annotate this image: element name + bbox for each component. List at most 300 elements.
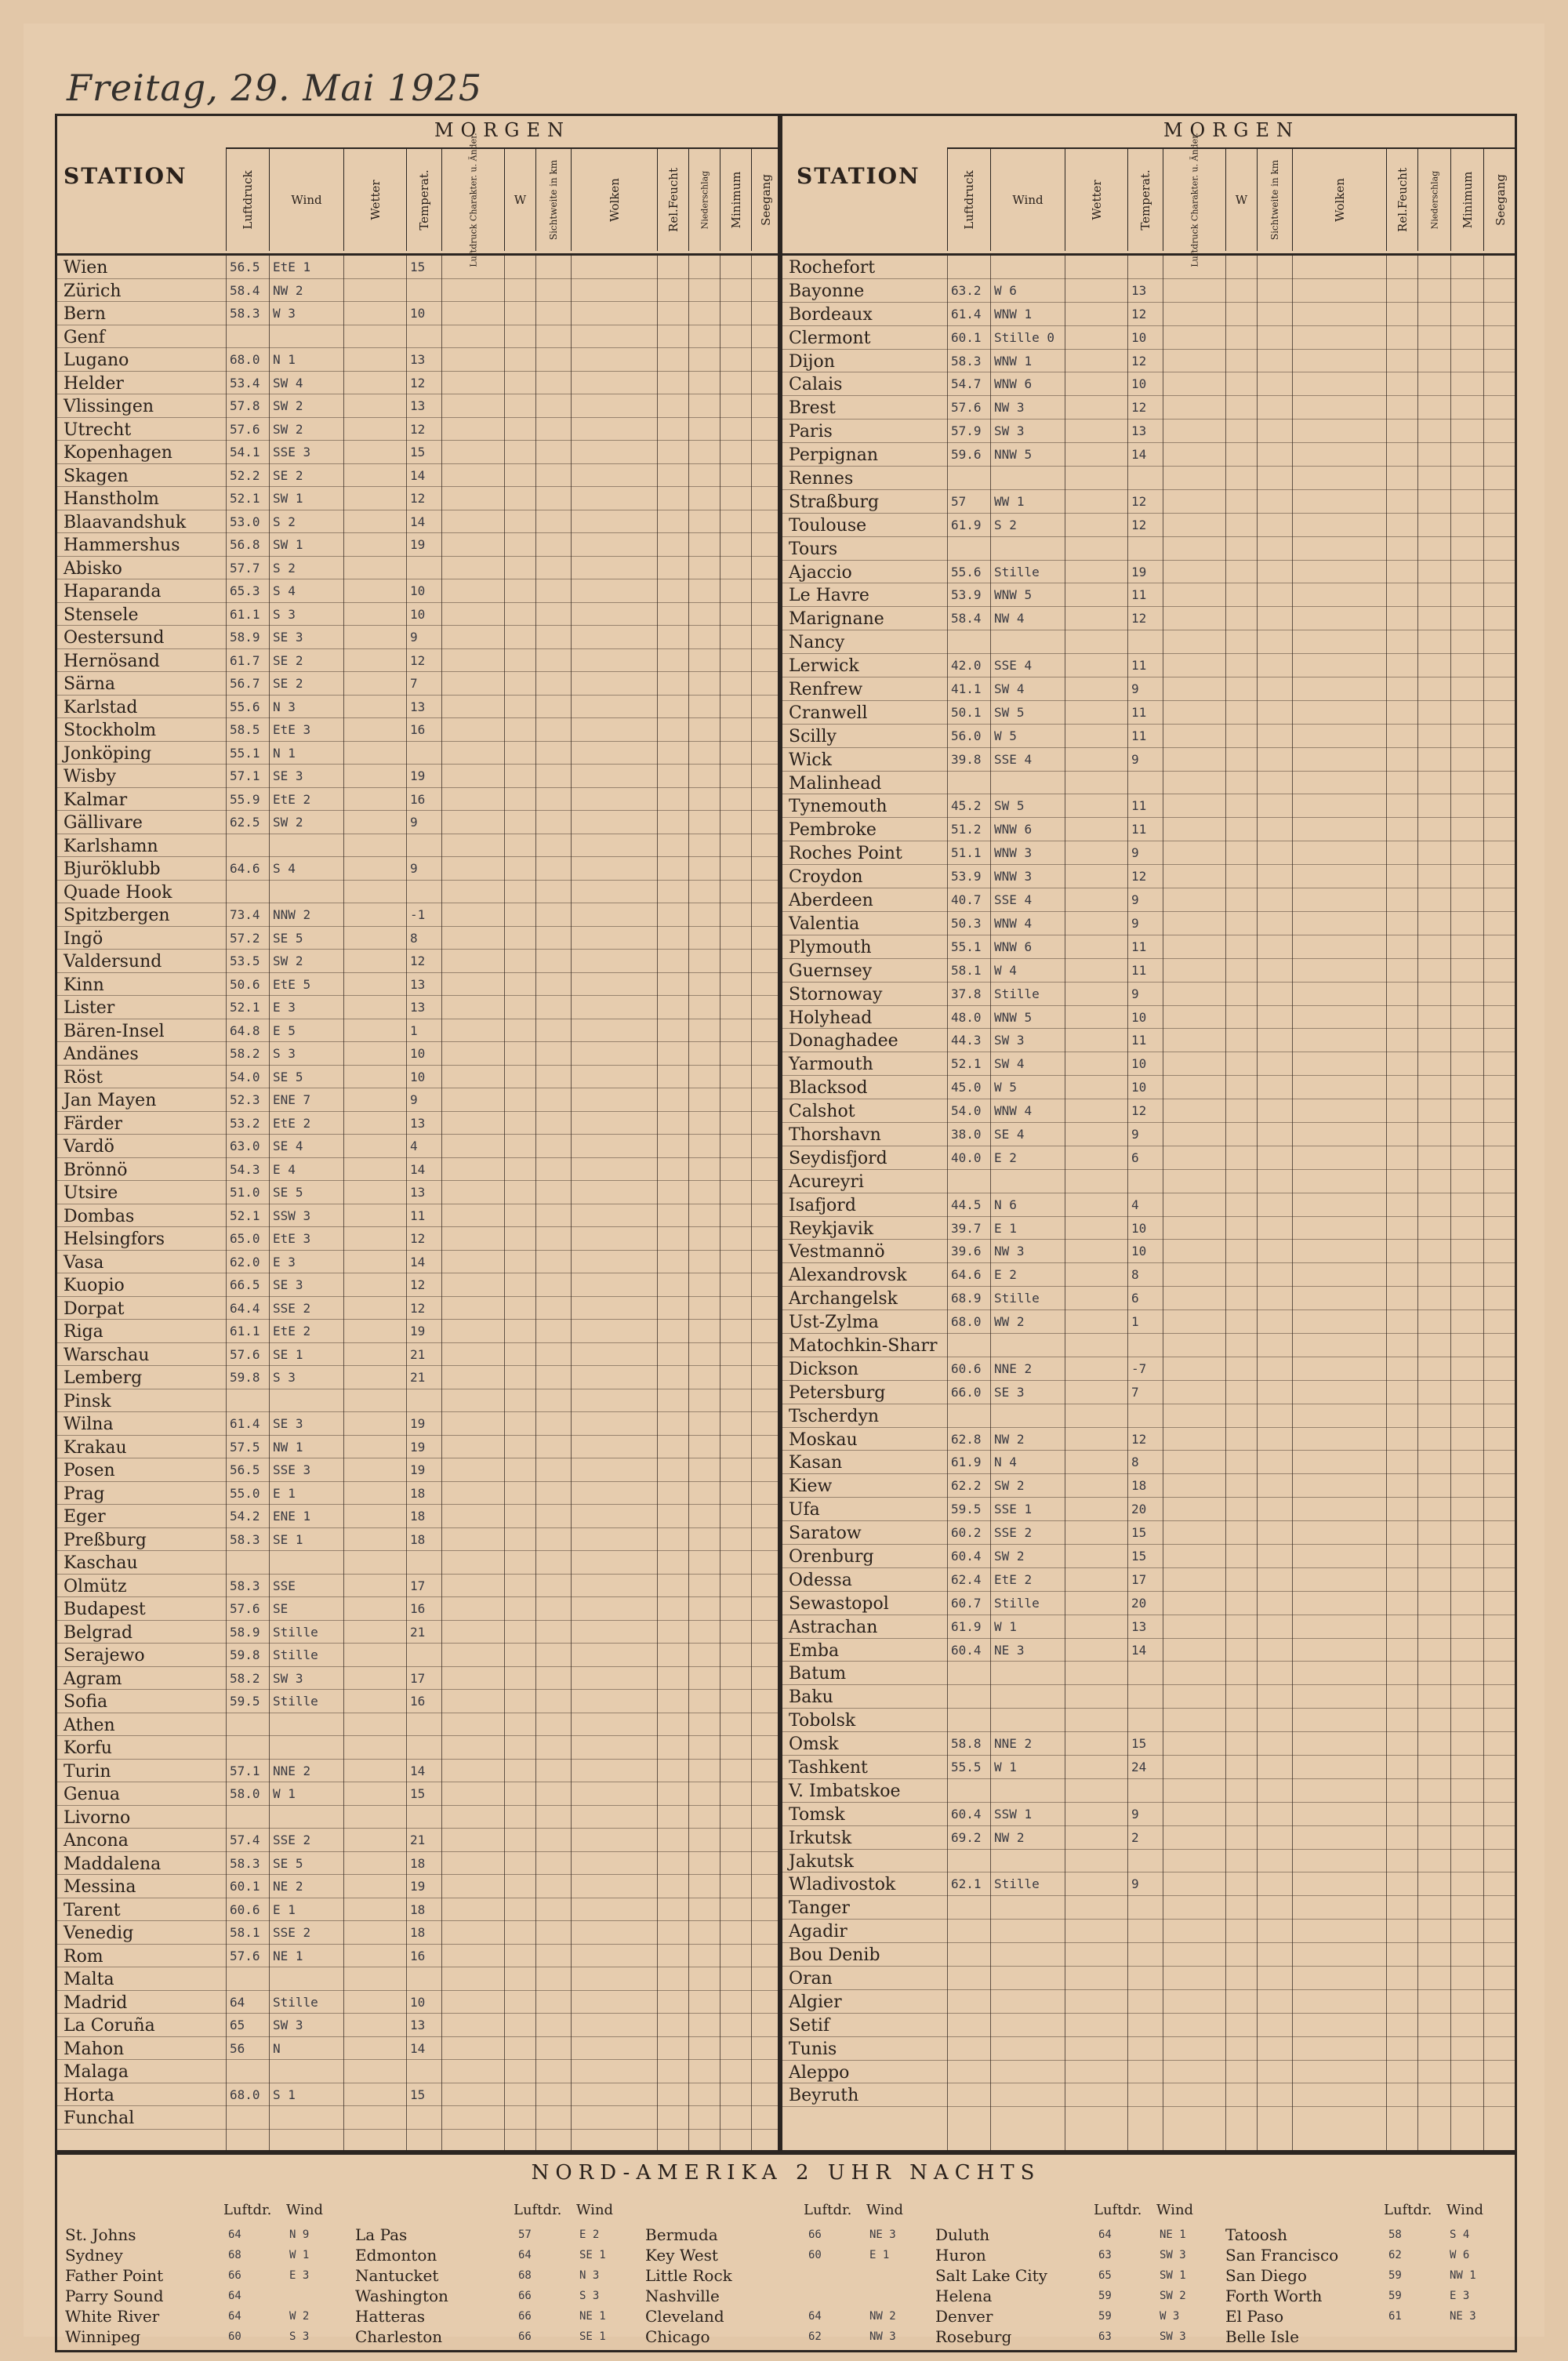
na-wind: NE 3 [869, 2228, 896, 2241]
station-name: Setif [789, 2015, 830, 2036]
table-row [782, 1662, 1515, 1685]
table-row [57, 487, 778, 510]
col-wind: Wind [1156, 2202, 1194, 2218]
table-row [782, 748, 1515, 772]
wind-value: SSE 4 [994, 892, 1033, 908]
station-name: Vestmannö [789, 1242, 885, 1262]
table-row [57, 649, 778, 673]
station-name: Scilly [789, 726, 837, 746]
temperature-value: 20 [1131, 1502, 1147, 1517]
pressure-value: 53.9 [951, 587, 982, 603]
na-wind: SW 2 [1160, 2290, 1186, 2302]
col-wind: Wind [1446, 2202, 1484, 2218]
pressure-value: 59.8 [230, 1370, 260, 1385]
station-name: Baku [789, 1687, 833, 1708]
na-row [57, 2266, 347, 2287]
station-name: Cranwell [789, 703, 868, 723]
table-row [782, 912, 1515, 935]
pressure-value: 61.1 [230, 606, 260, 622]
table-row [782, 1404, 1515, 1428]
na-pressure: 63 [1098, 2249, 1112, 2261]
station-name: Venedig [64, 1923, 134, 1943]
table-row [57, 1366, 778, 1389]
table-row [57, 1597, 778, 1621]
wind-value: E 2 [994, 1267, 1017, 1283]
temperature-value: 19 [1131, 564, 1147, 579]
station-name: Marignane [789, 609, 884, 630]
pressure-value: 55.0 [230, 1485, 260, 1501]
temperature-value: 13 [410, 976, 426, 992]
station-name: Croydon [789, 867, 863, 888]
table-row [782, 2061, 1515, 2084]
table-row [57, 1551, 778, 1575]
station-name: Dijon [789, 351, 835, 372]
temperature-value: 11 [410, 1208, 426, 1223]
table-row [57, 1713, 778, 1737]
wind-value: WNW 6 [994, 376, 1033, 392]
wind-value: SSE [273, 1578, 296, 1593]
temperature-value: 9 [1131, 1126, 1139, 1142]
col-wind: Wind [866, 2202, 904, 2218]
station-name: Malta [64, 1970, 114, 1989]
pressure-value: 54.7 [951, 376, 982, 392]
temperature-value: 10 [410, 1994, 426, 2010]
wind-value: N 4 [994, 1455, 1017, 1470]
station-name: Warschau [64, 1345, 150, 1365]
station-name: Stensele [64, 605, 139, 625]
station-name: Lemberg [64, 1368, 143, 1388]
wind-value: WW 2 [994, 1314, 1025, 1330]
wind-value: SW 2 [994, 1478, 1025, 1494]
wind-value: SSE 1 [994, 1502, 1033, 1517]
table-row [57, 2037, 778, 2061]
wind-value: W 1 [994, 1618, 1017, 1634]
wind-value: SW 5 [994, 798, 1025, 814]
wind-value: SSE 2 [273, 1925, 311, 1940]
table-row [57, 441, 778, 464]
station-name: Beyruth [789, 2086, 859, 2106]
pressure-value: 60.2 [951, 1525, 982, 1541]
station-name: Horta [64, 2085, 114, 2105]
wind-value: NE 3 [994, 1642, 1025, 1658]
temperature-value: 12 [410, 491, 426, 506]
na-row [57, 2246, 347, 2266]
table-row [57, 903, 778, 927]
col-w: W [504, 149, 535, 251]
pressure-value: 38.0 [951, 1126, 982, 1142]
station-name: Preßburg [64, 1530, 147, 1550]
wind-value: S 3 [273, 1046, 296, 1061]
na-station: Winnipeg [65, 2327, 141, 2346]
na-pressure: 64 [228, 2290, 241, 2302]
table-row [57, 394, 778, 418]
station-name: Tunis [789, 2039, 837, 2059]
wind-value: NW 1 [273, 1439, 303, 1455]
table-row [57, 1482, 778, 1506]
pressure-value: 54.3 [230, 1161, 260, 1177]
na-station: Little Rock [645, 2266, 732, 2285]
col-luftdr: Luftdr. [223, 2202, 272, 2218]
table-row [57, 1436, 778, 1459]
temperature-value: 16 [410, 1948, 426, 1963]
station-name: Andänes [64, 1044, 139, 1064]
na-wind: NE 3 [1450, 2310, 1476, 2323]
temperature-value: 19 [410, 1324, 426, 1339]
wind-value: WNW 4 [994, 915, 1033, 931]
table-row [782, 1263, 1515, 1287]
table-row [57, 1898, 778, 1922]
station-name: Paris [789, 422, 833, 442]
station-name: Le Havre [789, 586, 869, 606]
wind-value: WNW 1 [994, 306, 1033, 321]
temperature-value: 24 [1131, 1760, 1147, 1774]
station-name: Holyhead [789, 1008, 873, 1028]
wind-value: EtE 5 [273, 976, 311, 992]
temperature-value: 13 [410, 699, 426, 714]
station-name: Seydisfjord [789, 1148, 887, 1168]
temperature-value: 13 [1131, 282, 1147, 298]
table-row [782, 701, 1515, 725]
col-minimum-right: Minimum [1450, 149, 1483, 251]
na-station: Father Point [65, 2266, 164, 2285]
table-row [57, 881, 778, 904]
na-station: Parry Sound [65, 2287, 164, 2305]
station-name: Astrachan [789, 1617, 878, 1637]
table-row [782, 443, 1515, 467]
temperature-value: 12 [1131, 306, 1147, 321]
station-name: Clermont [789, 328, 871, 348]
temperature-value: 9 [1131, 915, 1139, 931]
table-row [57, 996, 778, 1019]
table-row [57, 2083, 778, 2107]
pressure-value: 58.3 [230, 1531, 260, 1547]
col-sichtweite-right: Sichtweite in km [1257, 149, 1292, 251]
station-name: Olmütz [64, 1576, 127, 1596]
pressure-value: 53.2 [230, 1115, 260, 1131]
table-row [57, 256, 778, 279]
wind-value: EtE 2 [273, 1115, 311, 1131]
station-name: Lerwick [789, 656, 859, 677]
pressure-value: 55.1 [230, 745, 260, 761]
temperature-value: 11 [1131, 962, 1147, 978]
pressure-value: 57.5 [230, 1439, 260, 1455]
na-row [637, 2307, 927, 2327]
na-row [637, 2327, 927, 2348]
station-name: Saratow [789, 1524, 862, 1544]
pressure-value: 59.8 [230, 1647, 260, 1662]
na-pressure: 66 [518, 2330, 532, 2343]
wind-value: SW 4 [994, 1056, 1025, 1072]
table-row [57, 1945, 778, 1968]
table-row [782, 1756, 1515, 1779]
temperature-value: 12 [1131, 353, 1147, 369]
table-row [782, 1052, 1515, 1076]
temperature-value: 14 [410, 467, 426, 483]
right-table [780, 114, 1517, 2152]
pressure-value: 52.1 [230, 1208, 260, 1223]
pressure-value: 57.6 [230, 421, 260, 437]
na-station: White River [65, 2307, 160, 2326]
pressure-value: 69.2 [951, 1829, 982, 1845]
na-pressure: 64 [228, 2310, 241, 2323]
pressure-value: 50.6 [230, 976, 260, 992]
pressure-value: 58.3 [230, 306, 260, 321]
na-pressure: 64 [808, 2310, 822, 2323]
table-row [57, 811, 778, 834]
pressure-value: 59.5 [230, 1694, 260, 1709]
temperature-value: 8 [410, 930, 418, 946]
table-row [57, 464, 778, 488]
station-name: V. Imbatskoe [789, 1781, 901, 1801]
table-row [782, 1451, 1515, 1474]
pressure-value: 56.5 [230, 260, 260, 274]
temperature-value: 19 [410, 1416, 426, 1431]
na-row [637, 2287, 927, 2307]
temperature-value: 13 [410, 352, 426, 367]
table-row [782, 1498, 1515, 1521]
station-name: Kuopio [64, 1276, 125, 1295]
table-row [782, 1521, 1515, 1545]
na-row [57, 2287, 347, 2307]
wind-value: E 3 [273, 1254, 296, 1269]
na-row [637, 2246, 927, 2266]
station-name: Serajewo [64, 1646, 145, 1665]
temperature-value: 12 [1131, 493, 1147, 509]
wind-value: SSE 3 [273, 1462, 311, 1477]
station-name: Sofia [64, 1692, 108, 1712]
temperature-value: 18 [410, 1855, 426, 1871]
na-row [347, 2327, 637, 2348]
wind-value: SE 2 [273, 676, 303, 691]
na-pressure: 60 [808, 2249, 822, 2261]
pressure-value: 56.8 [230, 537, 260, 552]
station-name: Skagen [64, 466, 129, 486]
na-row [1218, 2266, 1508, 2287]
table-row [782, 1029, 1515, 1052]
temperature-value: 14 [410, 1763, 426, 1778]
wind-value: SE 2 [273, 467, 303, 483]
station-name: Agram [64, 1669, 122, 1689]
wind-value: SE 2 [273, 652, 303, 668]
temperature-value: 10 [1131, 1056, 1147, 1072]
temperature-value: 12 [410, 652, 426, 668]
col-wolken-right: Wolken [1292, 149, 1386, 251]
wind-value: Stille [994, 1876, 1040, 1892]
station-name: Vlissingen [64, 397, 154, 416]
table-row [57, 1273, 778, 1297]
wind-value: SE 4 [994, 1126, 1025, 1142]
temperature-value: 9 [1131, 1876, 1139, 1892]
wind-value: WNW 6 [994, 939, 1033, 954]
temperature-value: 11 [1131, 704, 1147, 720]
table-row [782, 1872, 1515, 1896]
pressure-value: 58.3 [951, 353, 982, 369]
table-row [782, 983, 1515, 1006]
wind-value: S 2 [273, 514, 296, 529]
wind-value: SSE 3 [273, 445, 311, 459]
col-charakter: Luftdruck Charakter. u. Änder. [441, 149, 504, 251]
na-wind: W 1 [289, 2249, 310, 2261]
col-rel-feucht-right: Rel.Feucht [1386, 149, 1417, 251]
temperature-value: 10 [410, 1046, 426, 1061]
pressure-value: 66.5 [230, 1277, 260, 1292]
col-rel-feucht: Rel.Feucht [657, 149, 688, 251]
station-name: Omsk [789, 1734, 839, 1755]
temperature-value: 9 [410, 630, 418, 645]
na-pressure: 64 [228, 2228, 241, 2241]
pressure-value: 54.1 [230, 445, 260, 459]
temperature-value: 9 [410, 861, 418, 876]
temperature-value: 9 [410, 815, 418, 830]
station-name: Blaavandshuk [64, 512, 187, 532]
pressure-value: 68.0 [230, 2087, 260, 2102]
wind-value: SW 1 [273, 537, 303, 552]
col-niederschlag: Niederschlag [688, 149, 720, 251]
station-name: Gällivare [64, 813, 143, 833]
pressure-value: 57.9 [951, 423, 982, 439]
pressure-value: 53.5 [230, 953, 260, 968]
table-row [782, 725, 1515, 748]
station-name: Tarent [64, 1900, 121, 1920]
table-row [782, 1943, 1515, 1967]
station-name: Tomsk [789, 1804, 845, 1825]
na-pressure: 58 [1388, 2228, 1402, 2241]
wind-value: NNE 2 [273, 1763, 311, 1778]
wind-value: NNE 2 [994, 1360, 1033, 1376]
na-row [57, 2307, 347, 2327]
pressure-value: 57.6 [230, 1601, 260, 1616]
pressure-value: 57.6 [951, 400, 982, 416]
wind-value: Stille [273, 1994, 318, 2010]
pressure-value: 53.4 [230, 375, 260, 390]
table-row [782, 1287, 1515, 1310]
wind-value: SSE 4 [994, 658, 1033, 674]
pressure-value: 68.0 [230, 352, 260, 367]
na-station: Washington [355, 2287, 448, 2305]
table-row [782, 935, 1515, 959]
temperature-value: 10 [1131, 1080, 1147, 1095]
station-name: Algier [789, 1992, 842, 2012]
table-row [782, 1920, 1515, 1943]
na-wind: SE 1 [579, 2330, 606, 2343]
station-name: Odessa [789, 1570, 852, 1590]
station-name: Funchal [64, 2109, 135, 2128]
temperature-value: 12 [410, 375, 426, 390]
na-pressure: 59 [1388, 2269, 1402, 2282]
na-wind: W 3 [1160, 2310, 1180, 2323]
pressure-value: 58.4 [951, 611, 982, 627]
table-row [57, 1991, 778, 2014]
wind-value: SW 3 [994, 423, 1025, 439]
wind-value: SSE 4 [994, 751, 1033, 767]
wind-value: S 2 [273, 560, 296, 576]
pressure-value: 65.3 [230, 583, 260, 598]
pressure-value: 45.2 [951, 798, 982, 814]
col-wind: Wind [269, 149, 343, 251]
wind-value: SW 2 [273, 421, 303, 437]
station-name: Prag [64, 1484, 105, 1504]
station-name: Vasa [64, 1252, 104, 1273]
temperature-value: 19 [410, 1462, 426, 1477]
col-luftdr: Luftdr. [514, 2202, 562, 2218]
table-row [782, 865, 1515, 888]
station-name: Helder [64, 373, 124, 394]
col-luftdruck: Luftdruck [226, 149, 269, 251]
wind-value: WNW 4 [994, 1103, 1033, 1119]
na-pressure: 57 [518, 2228, 532, 2241]
table-row [782, 1474, 1515, 1498]
col-w-right: W [1225, 149, 1257, 251]
na-wind: W 6 [1450, 2249, 1470, 2261]
na-pressure: 65 [1098, 2269, 1112, 2282]
wind-value: NW 2 [994, 1431, 1025, 1447]
station-name: Ancona [64, 1831, 129, 1851]
temperature-value: 12 [410, 1300, 426, 1316]
wind-value: Stille [273, 1624, 318, 1640]
wind-value: S 2 [994, 517, 1017, 532]
table-row [57, 1852, 778, 1876]
wind-value: SW 4 [273, 375, 303, 390]
table-row [57, 1181, 778, 1204]
na-pressure: 64 [518, 2249, 532, 2261]
wind-value: W 5 [994, 1080, 1017, 1095]
pressure-value: 51.2 [951, 822, 982, 837]
table-row [57, 1019, 778, 1043]
station-name: Kiew [789, 1477, 833, 1497]
wind-value: Stille [994, 986, 1040, 1001]
na-station: Salt Lake City [935, 2266, 1047, 2285]
station-header: STATION [64, 163, 187, 189]
station-name: Vardö [64, 1137, 114, 1157]
pressure-value: 63.0 [230, 1139, 260, 1153]
wind-value: NNW 2 [273, 907, 311, 922]
table-row [57, 510, 778, 534]
table-row [57, 1042, 778, 1066]
na-pressure: 66 [228, 2269, 241, 2282]
wind-value: S 4 [273, 583, 296, 598]
table-row [57, 1690, 778, 1713]
table-row [782, 2014, 1515, 2037]
na-wind: E 2 [579, 2228, 600, 2241]
pressure-value: 57.1 [230, 1763, 260, 1778]
wind-value: SSW 3 [273, 1208, 311, 1223]
temperature-value: 18 [410, 1509, 426, 1524]
north-america-block [927, 2202, 1218, 2351]
na-row [927, 2327, 1218, 2348]
pressure-value: 54.0 [951, 1103, 982, 1119]
table-row [782, 841, 1515, 865]
table-row [782, 561, 1515, 584]
pressure-value: 57.4 [230, 1832, 260, 1847]
table-row [57, 1158, 778, 1182]
table-row [57, 302, 778, 325]
pressure-value: 66.0 [951, 1384, 982, 1400]
wind-value: S 3 [273, 1370, 296, 1385]
station-name: Plymouth [789, 937, 872, 957]
station-name: Jan Mayen [64, 1091, 157, 1110]
na-pressure: 59 [1098, 2290, 1112, 2302]
wind-value: SW 2 [273, 398, 303, 413]
table-row [57, 626, 778, 649]
temperature-value: 14 [1131, 1642, 1147, 1658]
na-station: San Diego [1225, 2266, 1307, 2285]
pressure-value: 54.0 [230, 1069, 260, 1084]
table-row [57, 1621, 778, 1644]
col-niederschlag-right: Niederschlag [1417, 149, 1450, 251]
station-name: Agadir [789, 1922, 848, 1942]
table-row [782, 772, 1515, 795]
pressure-value: 58.5 [230, 722, 260, 737]
